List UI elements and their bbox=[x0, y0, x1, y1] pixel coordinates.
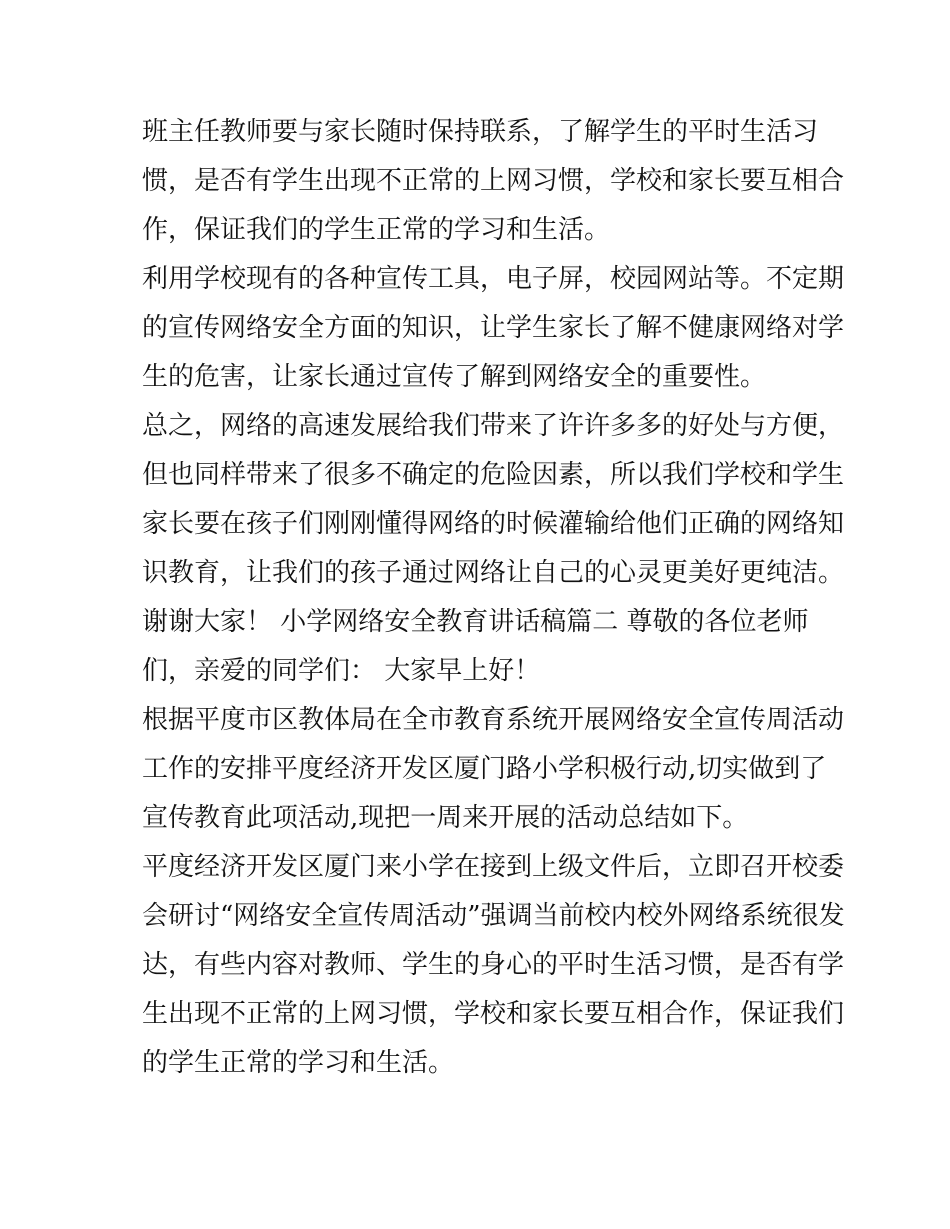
text-line: 家长要在孩子们刚刚懂得网络的时候灌输给他们正确的网络知 bbox=[142, 509, 845, 539]
text-line: 根据平度市区教体局在全市教育系统开展网络安全宣传周活动 bbox=[142, 705, 845, 735]
document-body bbox=[142, 108, 845, 1088]
text-line: 们，亲爱的同学们： 大家早上好！ bbox=[142, 656, 541, 686]
text-line: 识教育，让我们的孩子通过网络让自己的心灵更美好更纯洁。 bbox=[142, 558, 845, 588]
text-line: 总之，网络的高速发展给我们带来了许许多多的好处与方便， bbox=[142, 411, 845, 441]
text-line: 生出现不正常的上网习惯，学校和家长要互相合作，保证我们 bbox=[142, 999, 845, 1029]
text-line: 生的危害，让家长通过宣传了解到网络安全的重要性。 bbox=[142, 362, 767, 392]
text-line: 宣传教育此项活动,现把一周来开展的活动总结如下。 bbox=[142, 803, 749, 833]
text-line: 的学生正常的学习和生活。 bbox=[142, 1048, 455, 1078]
text-line: 作，保证我们的学生正常的学习和生活。 bbox=[142, 215, 611, 245]
text-line: 平度经济开发区厦门来小学在接到上级文件后，立即召开校委 bbox=[142, 852, 845, 882]
text-line: 达，有些内容对教师、学生的身心的平时生活习惯，是否有学 bbox=[142, 950, 845, 980]
text-line: 谢谢大家！ 小学网络安全教育讲话稿篇二 尊敬的各位老师 bbox=[142, 607, 809, 637]
text-line: 的宣传网络安全方面的知识，让学生家长了解不健康网络对学 bbox=[142, 313, 845, 343]
text-line: 会研讨“网络安全宣传周活动”强调当前校内校外网络系统很发 bbox=[142, 901, 845, 931]
text-line: 班主任教师要与家长随时保持联系，了解学生的平时生活习 bbox=[142, 117, 819, 147]
text-line: 但也同样带来了很多不确定的危险因素，所以我们学校和学生 bbox=[142, 460, 845, 490]
text-line: 惯，是否有学生出现不正常的上网习惯，学校和家长要互相合 bbox=[142, 166, 845, 196]
text-line: 工作的安排平度经济开发区厦门路小学积极行动,切实做到了 bbox=[142, 754, 827, 784]
text-line: 利用学校现有的各种宣传工具，电子屏，校园网站等。不定期 bbox=[142, 264, 845, 294]
